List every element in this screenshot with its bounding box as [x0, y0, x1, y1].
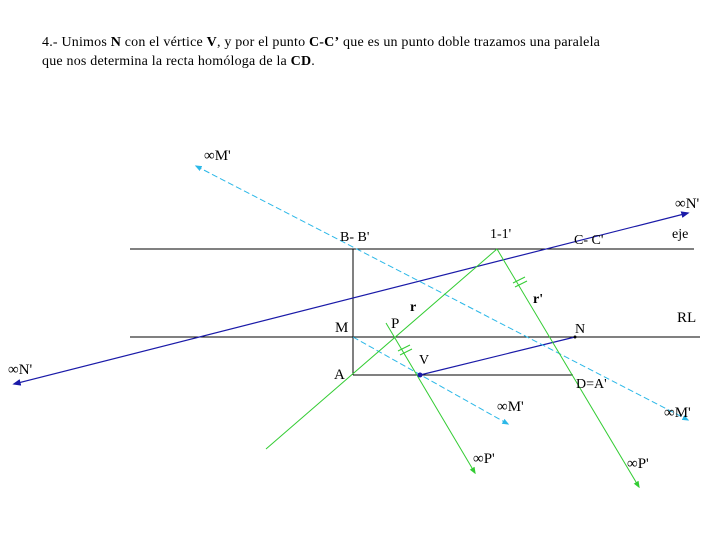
label-infinity-m-mid: ∞M'	[497, 399, 524, 415]
line-m-infinity	[196, 166, 688, 420]
caption-segment-cd: CD	[290, 54, 312, 69]
label-infinity-n-right: ∞N'	[675, 196, 700, 212]
label-n: N	[575, 322, 586, 337]
caption-point-n: N	[110, 35, 122, 50]
label-infinity-n-left: ∞N'	[8, 362, 33, 378]
label-r: r	[410, 300, 417, 315]
label-infinity-p-mid: ∞P'	[473, 451, 495, 467]
caption-point-v: V	[206, 35, 217, 50]
point-v	[418, 373, 423, 378]
label-m: M	[335, 320, 349, 336]
label-p: P	[391, 316, 400, 332]
label-eje: eje	[672, 227, 689, 242]
label-b-bprime: B- B'	[340, 230, 370, 245]
line-m-v	[353, 337, 508, 424]
caption-text: que nos determina la recta homóloga de la	[42, 54, 291, 69]
line-r-prime	[497, 249, 639, 487]
label-c-cprime: C- C'	[574, 233, 604, 248]
label-d-aprime: D=A'	[576, 377, 607, 392]
label-rl: RL	[677, 310, 697, 326]
line-p-infinity	[386, 323, 475, 473]
line-v-n	[420, 337, 575, 375]
caption-text: .	[311, 54, 315, 69]
caption-text: con el vértice	[121, 35, 207, 50]
label-infinity-m-top: ∞M'	[204, 148, 231, 164]
label-infinity-p-right: ∞P'	[627, 456, 649, 472]
caption-point-cc: C-C’	[309, 35, 340, 50]
label-infinity-m-right: ∞M'	[664, 405, 691, 421]
caption-text: , y por el punto	[216, 35, 309, 50]
caption-text: 4.- Unimos	[42, 35, 111, 50]
label-a: A	[334, 367, 345, 383]
caption-text: que es un punto doble trazamos una paralela	[339, 35, 601, 50]
label-1-1prime: 1-1'	[490, 227, 512, 242]
label-r-prime: r'	[533, 292, 544, 307]
label-v: V	[419, 353, 430, 368]
line-r	[266, 249, 497, 449]
